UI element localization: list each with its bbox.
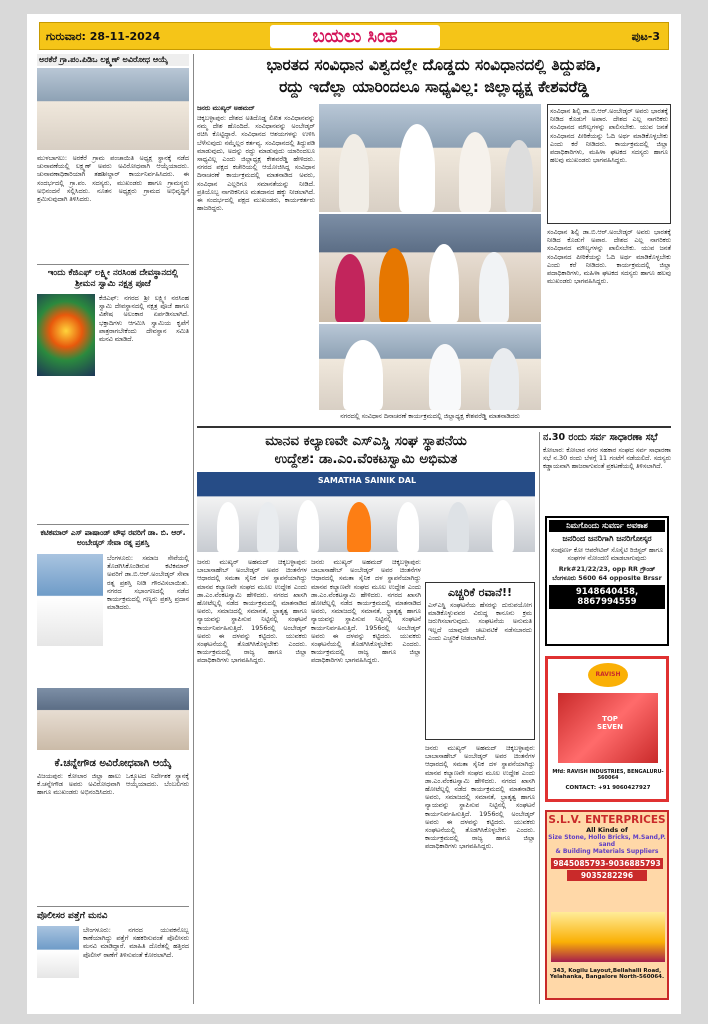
ad-business-name: S.L.V. ENTERPRICES (548, 814, 666, 826)
construction-illustration (551, 912, 665, 962)
lead-headline-line-2: ರದ್ದು ಇದೆಲ್ಲಾ ಯಾರಿಂದಲೂ ಸಾಧ್ಯವಿಲ್ಲ: ಜಿಲ್ಲಾಧ್ಯಕ್ಷ ಕೇಶವರೆಡ್ಡಿ (279, 78, 589, 96)
ad-body: ಸಂಪೂರ್ಣ ಕೋ ಆಪರೇಟಿವ್ ಸೊಸೈಟಿ ರಿಜಿಸ್ಟರ್ ಹಾಗೂ ಸಂಘಗಳ ನೋಂದಣಿ ಮಾಡಲಾಗುವುದು (550, 546, 664, 563)
mid-headline-line-1: ಮಾನವ ಕಲ್ಯಾಣವೇ ಎಸ್ಎಸ್ಡಿ ಸಂಘ ಸ್ಥಾಪನೆಯ (265, 433, 467, 449)
slv-enterprises-ad (545, 810, 669, 1000)
society-registration-ad (545, 516, 669, 646)
story-photo (37, 688, 189, 750)
story-body: ವಿಜಯಪುರ: ಕೋಲಾರ ಜಿಲ್ಲಾ ಹಾಲು ಒಕ್ಕೂಟದ ನಿರ್ದೇಶಕ ಸ್ಥಾನಕ್ಕೆ ಕೆ.ಚನ್ನೇಗೌಡ ಅವರು ಅವಿರೋಧವಾಗಿ ಆಯ್ಕೆಯಾದರು. ಬೆಂಬಲಿಗರು ಹಾಗೂ ಮುಖಂಡರು ಅಭಿನಂದಿಸಿದರು. (37, 772, 189, 797)
ad-mfd: Mfd: RAVISH INDUSTRIES, BENGALURU-560064 (552, 769, 664, 781)
lead-photo-middle (319, 214, 541, 322)
ad-phone-2: 9035282296 (567, 870, 647, 881)
story-headline: ಕಟಿಕಮಾರ್ ಎಸ್ ಪಾಷಾಂಡ್ ಟೌಫ ರವರಿಗೆ ಡಾ. ಬಿ. ಆರ್. ಅಂಬೇಡ್ಕರ್ ಸೇವಾ ರತ್ನ ಪ್ರಶಸ್ತಿ (40, 528, 186, 547)
lead-photo-caption: ನಗರದಲ್ಲಿ ಸಂವಿಧಾನ ದಿನಾಚರಣೆ ಕಾರ್ಯಕ್ರಮದಲ್ಲಿ ಜಿಲ್ಲಾಧ್ಯಕ್ಷ ಕೇಶವರೆಡ್ಡಿ ಮಾತನಾಡಿದರು (340, 412, 520, 420)
ad-headline: ನಿಮಗೊಂದು ಸುವರ್ಣ ಅವಕಾಶ (549, 520, 665, 532)
mid-photo (197, 472, 535, 552)
paper-title: ಬಯಲು ಸಿಂಹ (270, 25, 440, 48)
missing-person-photo (37, 926, 79, 978)
ad-product-name: TOP SEVEN (597, 715, 623, 731)
portrait-photo (37, 554, 103, 646)
lead-story (197, 54, 671, 422)
lead-body-continued: ಸಂವಿಧಾನ ಶಿಲ್ಪಿ ಡಾ.ಬಿ.ಆರ್.ಅಂಬೇಡ್ಕರ್ ಅವರು ಭಾರತಕ್ಕೆ ನೀಡಿದ ಕೊಡುಗೆ ಅಪಾರ. ದೇಶದ ಎಲ್ಲ ನಾಗರಿಕರು ಸಂವಿಧಾನದ ಮೌಲ್ಯಗಳನ್ನು ಪಾಲಿಸಬೇಕು. ಯುವ ಜನತೆ ಸಂವಿಧಾನದ ಪೀಠಿಕೆಯನ್ನು ಓದಿ ಅರ್ಥ ಮಾಡಿಕೊಳ್ಳಬೇಕು ಎಂದು ಕರೆ ನೀಡಿದರು. ಕಾರ್ಯಕ್ರಮದಲ್ಲಿ ಜಿಲ್ಲಾ ಪದಾಧಿಕಾರಿಗಳು, ಮಹಿಳಾ ಘಟಕದ ಸದಸ್ಯರು ಹಾಗೂ ಹಲವು ಮುಖಂಡರು ಭಾಗವಹಿಸಿದ್ದರು. (547, 228, 671, 286)
mid-body: ಜನರು ಮುಖ್ಯರ್ ಅಹಮದ್ ಚಿಕ್ಕಬಳ್ಳಾಪುರ: ಬಾಬಾಸಾಹೇಬ್ ಅಂಬೇಡ್ಕರ್ ಅವರ ಚಿಂತನೆಗಳ ಆಧಾರದಲ್ಲಿ ಸಮತಾ ಸೈನಿಕ ದಳ ಸ್ಥಾಪನೆಯಾಗಿದ್ದು ಮಾನವ ಕಲ್ಯಾಣವೇ ಸಂಘದ ಮೂಲ ಉದ್ದೇಶ ಎಂದು ಡಾ.ಎಂ.ವೆಂಕಟಸ್ವಾಮಿ ಹೇಳಿದರು. ನಗರದ ಖಾಸಗಿ ಹೋಟೆಲ್ನಲ್ಲಿ ನಡೆದ ಕಾರ್ಯಕ್ರಮದಲ್ಲಿ ಮಾತನಾಡಿದ ಅವರು, ಸಮಾಜದಲ್ಲಿ ಸಮಾನತೆ, ಭ್ರಾತೃತ್ವ ಹಾಗೂ ನ್ಯಾಯವನ್ನು ಸ್ಥಾಪಿಸುವ ನಿಟ್ಟಿನಲ್ಲಿ ಸಂಘಟನೆ ಕಾರ್ಯನಿರ್ವಹಿಸುತ್ತಿದೆ. 1956ರಲ್ಲಿ ಅಂಬೇಡ್ಕರ್ ಅವರು ಈ ದಳವನ್ನು ಕಟ್ಟಿದರು. ಯುವಕರು ಸಂಘಟನೆಯಲ್ಲಿ ತೊಡಗಿಸಿಕೊಳ್ಳಬೇಕು ಎಂದರು. ಕಾರ್ಯಕ್ರಮದಲ್ಲಿ ರಾಜ್ಯ ಹಾಗೂ ಜಿಲ್ಲಾ ಪದಾಧಿಕಾರಿಗಳು ಭಾಗವಹಿಸಿದ್ದರು. (197, 558, 307, 665)
ad-tagline-3: & Building Materials Suppliers (555, 848, 659, 855)
lead-body: ಚಿಕ್ಕಬಳ್ಳಾಪುರ: ದೇಶದ ಅತಿದೊಡ್ಡ ಲಿಖಿತ ಸಂವಿಧಾನವನ್ನು ನಮ್ಮ ದೇಶ ಹೊಂದಿದೆ. ಸಂವಿಧಾನವನ್ನು ಅಂಬೇಡ್ಕರ್ ರಚಿಸಿ ಕೊಟ್ಟಿದ್ದಾರೆ. ಸಂವಿಧಾನದ ಆಶಯಗಳನ್ನು ಉಳಿಸಿ ಬೆಳೆಸುವುದು ನಮ್ಮೆಲ್ಲರ ಕರ್ತವ್ಯ. ಸಂವಿಧಾನದಲ್ಲಿ ತಿದ್ದುಪಡಿ ಮಾಡುವುದು, ಅದನ್ನು ರದ್ದು ಮಾಡುವುದು ಯಾರಿಂದಲೂ ಸಾಧ್ಯವಿಲ್ಲ ಎಂದು ಜಿಲ್ಲಾಧ್ಯಕ್ಷ ಕೇಶವರೆಡ್ಡಿ ಹೇಳಿದರು. ನಗರದ ಪಕ್ಷದ ಕಚೇರಿಯಲ್ಲಿ ಆಯೋಜಿಸಿದ್ದ ಸಂವಿಧಾನ ದಿನಾಚರಣೆ ಕಾರ್ಯಕ್ರಮದಲ್ಲಿ ಮಾತನಾಡಿದ ಅವರು, ಸಂವಿಧಾನ ಎಲ್ಲರಿಗೂ ಸಮಾನತೆಯನ್ನು ನೀಡಿದೆ. ಪ್ರತಿಯೊಬ್ಬ ನಾಗರಿಕನಿಗೂ ಮತದಾನದ ಹಕ್ಕು ನೀಡಲಾಗಿದೆ. ಈ ಸಂದರ್ಭದಲ್ಲಿ ಪಕ್ಷದ ಮುಖಂಡರು, ಕಾರ್ಯಕರ್ತರು ಹಾಜರಿದ್ದರು. (197, 114, 315, 213)
ad-subheadline: ಜನರಿಂದ ಜನರಿಗಾಗಿ ಜನರಿಗೋಸ್ಕರ (562, 534, 652, 543)
warning-title: ಎಚ್ಚರಿಕೆ ರವಾನೆ!! (447, 586, 513, 599)
ad-brand-logo: RAVISH (588, 663, 628, 687)
newspaper-page (27, 14, 681, 1014)
lead-sidebar (547, 104, 671, 224)
story-body: ಕೆಜಿಎಫ್: ನಗರದ ಶ್ರೀ ಲಕ್ಷ್ಮೀ ನರಸಿಂಹ ಸ್ವಾಮಿ ದೇವಸ್ಥಾನದಲ್ಲಿ ನಕ್ಷತ್ರ ಪೂಜೆ ಹಾಗೂ ವಿಶೇಷ ಅಲಂಕಾರ ಏರ್ಪಡಿಸಲಾಗಿದೆ. ಭಕ್ತಾದಿಗಳು ಆಗಮಿಸಿ ಸ್ವಾಮಿಯ ಕೃಪೆಗೆ ಪಾತ್ರರಾಗಬೇಕೆಂದು ದೇವಸ್ಥಾನ ಸಮಿತಿ ಮನವಿ ಮಾಡಿದೆ. (99, 294, 189, 344)
right-column (543, 432, 671, 1004)
ad-tagline-1: All Kinds of (586, 826, 628, 834)
story-photo (37, 68, 189, 150)
lead-byline: ಜನರು ಮುಖ್ಯರ್ ಅಹಮದ್ (197, 104, 255, 112)
page-number: ಪುಟ-3 (631, 30, 660, 43)
ad-phone-1: 9845085793-9036885793 (551, 858, 663, 869)
lead-headline-line-1: ಭಾರತದ ಸಂವಿಧಾನ ವಿಶ್ವದಲ್ಲೇ ದೊಡ್ಡದು ಸಂವಿಧಾನದಲ್ಲಿ ತಿದ್ದುಪಡಿ, (266, 56, 602, 74)
ravish-product-ad (545, 656, 669, 802)
story-body: ಬೇಂಗಳೂರು: ನಗರದ ಯುವಕನೊಬ್ಬ ಕಾಣೆಯಾಗಿದ್ದು ಪತ್ತೆಗೆ ಸಹಕರಿಸುವಂತೆ ಪೊಲೀಸರು ಮನವಿ ಮಾಡಿದ್ದಾರೆ. ಮಾಹಿತಿ ದೊರೆತಲ್ಲಿ ಹತ್ತಿರದ ಪೊಲೀಸ್ ಠಾಣೆಗೆ ತಿಳಿಸುವಂತೆ ಕೋರಲಾಗಿದೆ. (83, 926, 189, 959)
story-headline: ಪೊಲೀಸರ ಪತ್ತೆಗೆ ಮನವಿ (37, 911, 108, 921)
story-headline: ನ.30 ರಂದು ಸರ್ವ ಸಾಧಾರಣಾ ಸಭೆ (543, 432, 658, 443)
story-body: ಬೆಂಗಳೂರು: ಸಮಾಜ ಸೇವೆಯಲ್ಲಿ ತೊಡಗಿಸಿಕೊಂಡಿರುವ ಕಟಿಕಮಾರ್ ಅವರಿಗೆ ಡಾ.ಬಿ.ಆರ್.ಅಂಬೇಡ್ಕರ್ ಸೇವಾ ರತ್ನ ಪ್ರಶಸ್ತಿ ನೀಡಿ ಗೌರವಿಸಲಾಯಿತು. ನಗರದ ಸಭಾಂಗಣದಲ್ಲಿ ನಡೆದ ಕಾರ್ಯಕ್ರಮದಲ್ಲಿ ಗಣ್ಯರು ಪ್ರಶಸ್ತಿ ಪ್ರದಾನ ಮಾಡಿದರು. (107, 554, 189, 612)
story-headline: ಅರಕೆರೆ ಗ್ರಾ.ಪಂ.ಪಿಡಿಒ ಲಕ್ಷ್ಮಣ್ ಅವಿರೋಧ ಆಯ್ಕೆ (37, 54, 189, 66)
mid-story (197, 432, 535, 1004)
story-body: ಕೋಲಾರ: ಕೋಲಾರ ನಗರ ಸಹಕಾರ ಸಂಘದ ಸರ್ವ ಸಾಧಾರಣಾ ಸಭೆ ನ.30 ರಂದು ಬೆಳಗ್ಗೆ 11 ಗಂಟೆಗೆ ನಡೆಯಲಿದೆ. ಸದಸ್ಯರು ಕಡ್ಡಾಯವಾಗಿ ಹಾಜರಾಗುವಂತೆ ಪ್ರಕಟಣೆಯಲ್ಲಿ ತಿಳಿಸಲಾಗಿದೆ. (543, 446, 671, 471)
stage-banner-text: SAMATHA SAINIK DAL (317, 476, 417, 485)
ad-address: Rrk#21/22/23, opp RR ಗ್ರೌಂಡ್ ಬೆಂಗಳೂರು 5600 64 opposite Brssr (552, 565, 662, 582)
ad-contact: CONTACT: +91 9060427927 (565, 785, 651, 791)
warning-body: ಎಸ್ಎಸ್ಡಿ ಸಂಘಟನೆಯ ಹೆಸರನ್ನು ದುರುಪಯೋಗ ಮಾಡಿಕೊಳ್ಳುವವರ ವಿರುದ್ಧ ಕಾನೂನು ಕ್ರಮ ಜರುಗಿಸಲಾಗುವುದು. ಸಂಘಟನೆಯ ಅನುಮತಿ ಇಲ್ಲದೆ ಯಾವುದೇ ಚಟುವಟಿಕೆ ನಡೆಸಬಾರದು ಎಂದು ಎಚ್ಚರಿಕೆ ನೀಡಲಾಗಿದೆ. (428, 601, 532, 642)
warning-box (425, 582, 535, 740)
ad-address: 343, Kogilu Layout,Bellahalli Road, Yelahanka, Bangalore North-560064. (549, 968, 665, 980)
mid-headline-line-2: ಉದ್ದೇಶ: ಡಾ.ಎಂ.ವೆಂಕಟಸ್ವಾಮಿ ಅಭಿಮತ (274, 451, 458, 467)
lead-photo-bottom (319, 324, 541, 410)
mid-body-col3: ಜನರು ಮುಖ್ಯರ್ ಅಹಮದ್ ಚಿಕ್ಕಬಳ್ಳಾಪುರ: ಬಾಬಾಸಾಹೇಬ್ ಅಂಬೇಡ್ಕರ್ ಅವರ ಚಿಂತನೆಗಳ ಆಧಾರದಲ್ಲಿ ಸಮತಾ ಸೈನಿಕ ದಳ ಸ್ಥಾಪನೆಯಾಗಿದ್ದು ಮಾನವ ಕಲ್ಯಾಣವೇ ಸಂಘದ ಮೂಲ ಉದ್ದೇಶ ಎಂದು ಡಾ.ಎಂ.ವೆಂಕಟಸ್ವಾಮಿ ಹೇಳಿದರು. ನಗರದ ಖಾಸಗಿ ಹೋಟೆಲ್ನಲ್ಲಿ ನಡೆದ ಕಾರ್ಯಕ್ರಮದಲ್ಲಿ ಮಾತನಾಡಿದ ಅವರು, ಸಮಾಜದಲ್ಲಿ ಸಮಾನತೆ, ಭ್ರಾತೃತ್ವ ಹಾಗೂ ನ್ಯಾಯವನ್ನು ಸ್ಥಾಪಿಸುವ ನಿಟ್ಟಿನಲ್ಲಿ ಸಂಘಟನೆ ಕಾರ್ಯನಿರ್ವಹಿಸುತ್ತಿದೆ. 1956ರಲ್ಲಿ ಅಂಬೇಡ್ಕರ್ ಅವರು ಈ ದಳವನ್ನು ಕಟ್ಟಿದರು. ಯುವಕರು ಸಂಘಟನೆಯಲ್ಲಿ ತೊಡಗಿಸಿಕೊಳ್ಳಬೇಕು ಎಂದರು. ಕಾರ್ಯಕ್ರಮದಲ್ಲಿ ರಾಜ್ಯ ಹಾಗೂ ಜಿಲ್ಲಾ ಪದಾಧಿಕಾರಿಗಳು ಭಾಗವಹಿಸಿದ್ದರು. (425, 744, 535, 851)
ad-tagline-2: Size Stone, Hollo Bricks, M.Sand,P. sand (548, 834, 666, 848)
issue-date: ಗುರುವಾರ: 28-11-2024 (46, 30, 161, 43)
masthead (39, 22, 669, 50)
lead-sidebar-text: ಸಂವಿಧಾನ ಶಿಲ್ಪಿ ಡಾ.ಬಿ.ಆರ್.ಅಂಬೇಡ್ಕರ್ ಅವರು ಭಾರತಕ್ಕೆ ನೀಡಿದ ಕೊಡುಗೆ ಅಪಾರ. ದೇಶದ ಎಲ್ಲ ನಾಗರಿಕರು ಸಂವಿಧಾನದ ಮೌಲ್ಯಗಳನ್ನು ಪಾಲಿಸಬೇಕು. ಯುವ ಜನತೆ ಸಂವಿಧಾನದ ಪೀಠಿಕೆಯನ್ನು ಓದಿ ಅರ್ಥ ಮಾಡಿಕೊಳ್ಳಬೇಕು ಎಂದು ಕರೆ ನೀಡಿದರು. ಕಾರ್ಯಕ್ರಮದಲ್ಲಿ ಜಿಲ್ಲಾ ಪದಾಧಿಕಾರಿಗಳು, ಮಹಿಳಾ ಘಟಕದ ಸದಸ್ಯರು ಹಾಗೂ ಹಲವು ಮುಖಂಡರು ಭಾಗವಹಿಸಿದ್ದರು. (550, 107, 668, 165)
story-headline: ಇಂದು ಕೆಜಿಎಫ್ ಲಕ್ಷ್ಮೀ ನರಸಿಂಹ ದೇವಸ್ಥಾನದಲ್ಲಿ ಶ್ರೀಮನ ಸ್ವಾಮಿ ನಕ್ಷತ್ರ ಪೂಜೆ (47, 268, 179, 289)
temple-photo (37, 294, 95, 376)
lead-photo-top (319, 104, 541, 212)
mid-body-col2: ಜನರು ಮುಖ್ಯರ್ ಅಹಮದ್ ಚಿಕ್ಕಬಳ್ಳಾಪುರ: ಬಾಬಾಸಾಹೇಬ್ ಅಂಬೇಡ್ಕರ್ ಅವರ ಚಿಂತನೆಗಳ ಆಧಾರದಲ್ಲಿ ಸಮತಾ ಸೈನಿಕ ದಳ ಸ್ಥಾಪನೆಯಾಗಿದ್ದು ಮಾನವ ಕಲ್ಯಾಣವೇ ಸಂಘದ ಮೂಲ ಉದ್ದೇಶ ಎಂದು ಡಾ.ಎಂ.ವೆಂಕಟಸ್ವಾಮಿ ಹೇಳಿದರು. ನಗರದ ಖಾಸಗಿ ಹೋಟೆಲ್ನಲ್ಲಿ ನಡೆದ ಕಾರ್ಯಕ್ರಮದಲ್ಲಿ ಮಾತನಾಡಿದ ಅವರು, ಸಮಾಜದಲ್ಲಿ ಸಮಾನತೆ, ಭ್ರಾತೃತ್ವ ಹಾಗೂ ನ್ಯಾಯವನ್ನು ಸ್ಥಾಪಿಸುವ ನಿಟ್ಟಿನಲ್ಲಿ ಸಂಘಟನೆ ಕಾರ್ಯನಿರ್ವಹಿಸುತ್ತಿದೆ. 1956ರಲ್ಲಿ ಅಂಬೇಡ್ಕರ್ ಅವರು ಈ ದಳವನ್ನು ಕಟ್ಟಿದರು. ಯುವಕರು ಸಂಘಟನೆಯಲ್ಲಿ ತೊಡಗಿಸಿಕೊಳ್ಳಬೇಕು ಎಂದರು. ಕಾರ್ಯಕ್ರಮದಲ್ಲಿ ರಾಜ್ಯ ಹಾಗೂ ಜಿಲ್ಲಾ ಪದಾಧಿಕಾರಿಗಳು ಭಾಗವಹಿಸಿದ್ದರು. (311, 558, 421, 665)
ad-phone: 9148640458, 8867994559 (549, 585, 665, 609)
left-column (37, 54, 189, 1004)
story-body: ಮುಳಬಾಗಲು: ಅರಕೆರೆ ಗ್ರಾಮ ಪಂಚಾಯಿತಿ ಅಧ್ಯಕ್ಷ ಸ್ಥಾನಕ್ಕೆ ನಡೆದ ಚುನಾವಣೆಯಲ್ಲಿ ಲಕ್ಷ್ಮಣ್ ಅವರು ಅವಿರೋಧವಾಗಿ ಆಯ್ಕೆಯಾದರು. ಚುನಾವಣಾಧಿಕಾರಿಯಾಗಿ ತಹಶೀಲ್ದಾರ್ ಕಾರ್ಯನಿರ್ವಹಿಸಿದರು. ಈ ಸಂದರ್ಭದಲ್ಲಿ ಗ್ರಾ.ಪಂ. ಸದಸ್ಯರು, ಮುಖಂಡರು ಹಾಗೂ ಗ್ರಾಮಸ್ಥರು ಅಭಿನಂದನೆ ಸಲ್ಲಿಸಿದರು. ನೂತನ ಅಧ್ಯಕ್ಷರು ಗ್ರಾಮದ ಅಭಿವೃದ್ಧಿಗೆ ಶ್ರಮಿಸುವುದಾಗಿ ತಿಳಿಸಿದರು. (37, 154, 189, 204)
story-headline: ಕೆ.ಚನ್ನೇಗೌಡ ಅವಿರೋಧವಾಗಿ ಆಯ್ಕೆ (54, 758, 172, 769)
